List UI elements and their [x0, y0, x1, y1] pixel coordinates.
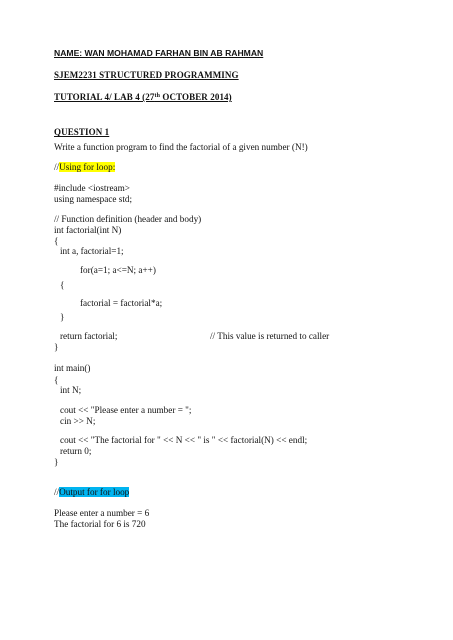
tutorial-prefix: TUTORIAL 4/ LAB 4 (27	[54, 92, 155, 102]
code-line: int factorial(int N)	[54, 225, 122, 235]
code-line: }	[54, 457, 59, 467]
code-line: cin >> N;	[60, 416, 96, 426]
code-line: cout << "Please enter a number = ";	[60, 405, 192, 415]
code-line: {	[54, 236, 59, 246]
code-line: return 0;	[60, 446, 92, 456]
highlight-output-for-loop: Output for for loop	[59, 487, 130, 497]
code-line: int main()	[54, 363, 91, 373]
tutorial-sup: th	[154, 93, 161, 99]
tutorial-suffix: OCTOBER 2014)	[160, 92, 232, 102]
output-line: Please enter a number = 6	[54, 508, 150, 518]
course-title: SJEM2231 STRUCTURED PROGRAMMING	[54, 70, 239, 80]
student-name: NAME: WAN MOHAMAD FARHAN BIN AB RAHMAN	[54, 48, 264, 58]
code-line: {	[60, 280, 65, 290]
output-line: The factorial for 6 is 720	[54, 519, 146, 529]
return-comment: // This value is returned to caller	[210, 331, 330, 341]
question-text: Write a function program to find the factorial of a given number (N!)	[54, 142, 308, 152]
tutorial-title	[54, 92, 232, 103]
comment-slashes: //	[54, 162, 60, 172]
code-line: int N;	[60, 385, 82, 395]
comment-slashes: //	[54, 487, 60, 497]
section-label-for-loop	[54, 162, 115, 173]
code-line: factorial = factorial*a;	[80, 298, 163, 308]
code-line: cout << "The factorial for " << N << " is " << factorial(N) << endl;	[60, 435, 308, 445]
code-line: // Function definition (header and body)	[54, 214, 202, 224]
code-line: #include <iostream>	[54, 183, 130, 193]
code-line: using namespace std;	[54, 194, 133, 204]
code-line: }	[60, 312, 65, 322]
code-line	[60, 331, 330, 342]
code-line: }	[54, 342, 59, 352]
section-label-output	[54, 487, 129, 498]
question-title: QUESTION 1	[54, 127, 110, 137]
highlight-using-for-loop: Using for loop:	[59, 162, 116, 172]
code-line: {	[54, 375, 59, 385]
code-line: int a, factorial=1;	[60, 246, 124, 256]
code-line: for(a=1; a<=N; a++)	[80, 265, 156, 275]
return-statement: return factorial;	[60, 331, 118, 341]
